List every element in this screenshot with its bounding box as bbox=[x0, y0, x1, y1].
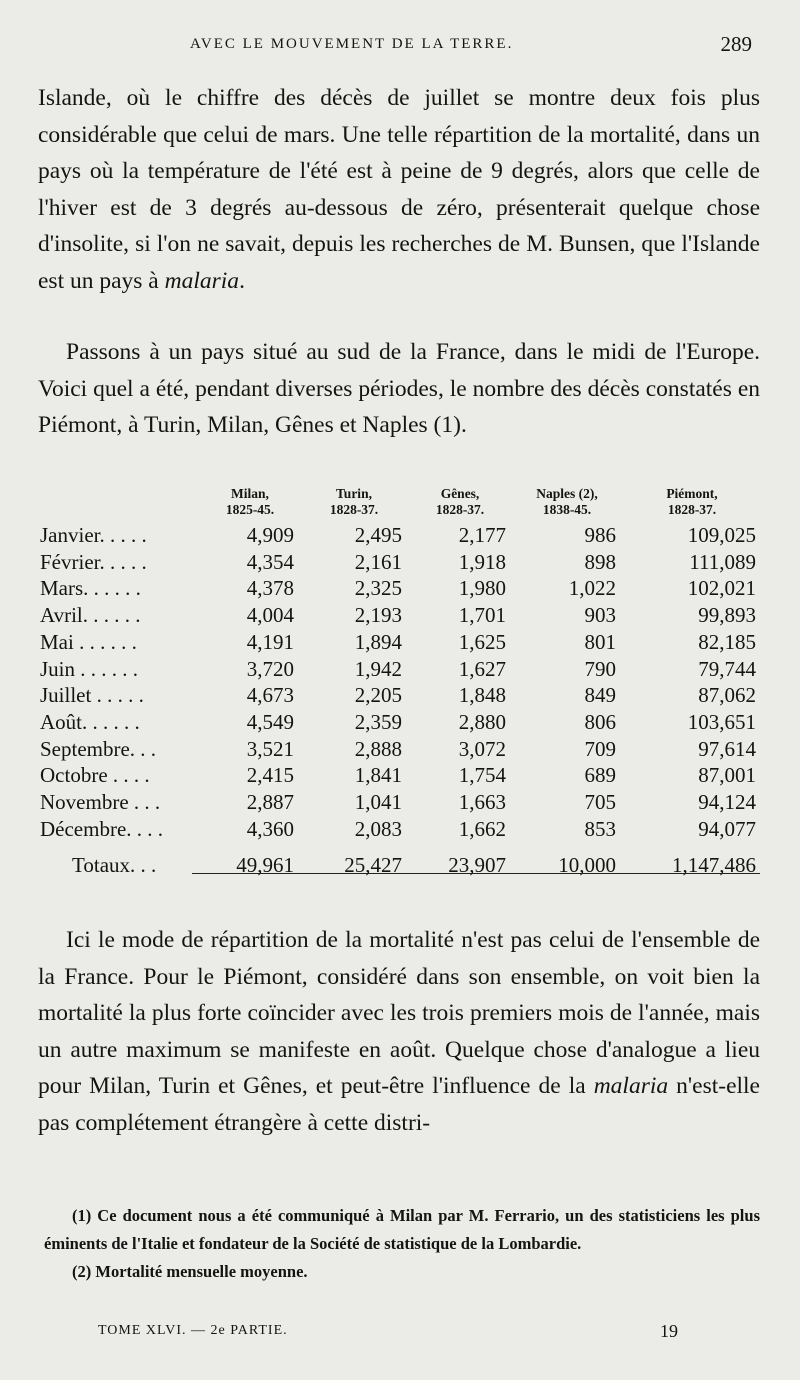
table-cell: 4,360 bbox=[246, 816, 294, 841]
table-cell: 2,880 bbox=[458, 709, 506, 734]
table-cell: 109,025 bbox=[687, 523, 756, 547]
paragraph-text: n'est-elle pas complétement étrangère à cette distri- bbox=[38, 1073, 760, 1136]
table-row bbox=[40, 736, 762, 763]
total-rule bbox=[192, 873, 760, 874]
table-cell: 97,614 bbox=[698, 736, 756, 761]
footnote-2: (2) Mortalité mensuelle moyenne. bbox=[72, 1262, 308, 1281]
paragraph-text: Islande, où le chiffre des décès de juillet se montre deux fois plus considérable que celui de mars. Une telle répartition de la mortalité, dans un pays où la température de l'été est à peine de 9 degrés, alors que celle de l'hiver est de 3 degrés au-dessous de zéro, présenterait quelque chose d'insolite, si l'on ne savait, depuis les recherches de M. Bunsen, que l'Islande est un pays à bbox=[38, 85, 760, 294]
running-head-title: AVEC LE MOUVEMENT DE LA TERRE. bbox=[190, 36, 514, 52]
table-cell: 1,848 bbox=[458, 683, 506, 708]
month-label: Mars. . . . . . bbox=[40, 576, 141, 601]
table-header-blank bbox=[40, 486, 200, 522]
table-cell: 2,177 bbox=[458, 523, 506, 547]
month-label: Septembre. . . bbox=[40, 736, 157, 761]
footnote-1: (1) Ce document nous a été communiqué à Milan par M. Ferrario, un des statisticiens les plus éminents de l'Italie et fondateur de la Société de statistique de la Lombardie. bbox=[44, 1206, 760, 1253]
table-cell: 94,077 bbox=[698, 816, 756, 841]
table-cell: 4,909 bbox=[246, 523, 294, 547]
table-cell: 2,205 bbox=[354, 683, 402, 708]
table-header-cell: Naples (2), 1838-45. bbox=[536, 486, 598, 517]
table-header-cell: Gênes, 1828-37. bbox=[435, 486, 485, 517]
table-cell: 79,744 bbox=[698, 656, 756, 681]
table-cell: 2,359 bbox=[354, 709, 402, 734]
table-cell: 689 bbox=[584, 763, 616, 788]
table-cell: 102,021 bbox=[687, 576, 756, 601]
table-row bbox=[40, 682, 762, 709]
table-total-row bbox=[40, 842, 762, 880]
month-label: Juin . . . . . . bbox=[40, 656, 139, 681]
table-cell: 4,004 bbox=[246, 603, 294, 628]
table-cell: 3,072 bbox=[458, 736, 506, 761]
table-cell: 1,627 bbox=[458, 656, 506, 681]
table-cell: 2,495 bbox=[354, 523, 402, 547]
table-cell: 1,841 bbox=[354, 763, 402, 788]
total-cell: 1,147,486 bbox=[672, 853, 756, 878]
table-cell: 986 bbox=[584, 523, 616, 547]
italic-term: malaria bbox=[593, 1073, 669, 1099]
table-cell: 2,325 bbox=[354, 576, 402, 601]
signature-number: 19 bbox=[660, 1321, 678, 1341]
table-cell: 87,062 bbox=[698, 683, 756, 708]
table-cell: 1,041 bbox=[354, 790, 402, 815]
table-cell: 801 bbox=[584, 629, 616, 654]
table-cell: 94,124 bbox=[698, 790, 756, 815]
total-cell: 25,427 bbox=[344, 853, 402, 878]
table-row bbox=[40, 629, 762, 656]
table-cell: 2,193 bbox=[354, 603, 402, 628]
table-header-cell: Milan, 1825-45. bbox=[225, 486, 275, 517]
table-cell: 4,549 bbox=[246, 709, 294, 734]
table-row bbox=[40, 575, 762, 602]
month-label: Août. . . . . . bbox=[40, 709, 140, 734]
table-row bbox=[40, 656, 762, 683]
running-head bbox=[0, 32, 800, 66]
table-cell: 1,980 bbox=[458, 576, 506, 601]
table-cell: 99,893 bbox=[698, 603, 756, 628]
paragraph-text: . bbox=[239, 267, 245, 294]
table-cell: 806 bbox=[584, 709, 616, 734]
table-cell: 853 bbox=[584, 816, 616, 841]
table-cell: 709 bbox=[584, 736, 616, 761]
total-cell: 23,907 bbox=[448, 853, 506, 878]
month-label: Novembre . . . bbox=[40, 790, 161, 815]
table-cell: 790 bbox=[584, 656, 616, 681]
table-cell: 2,887 bbox=[246, 790, 294, 815]
table-row bbox=[40, 816, 762, 843]
table-row bbox=[40, 762, 762, 789]
signature-volume: TOME XLVI. — 2e PARTIE. bbox=[98, 1323, 288, 1338]
table-cell: 1,625 bbox=[458, 629, 506, 654]
table-cell: 2,888 bbox=[354, 736, 402, 761]
month-label: Octobre . . . . bbox=[40, 763, 150, 788]
table-cell: 82,185 bbox=[698, 629, 756, 654]
table-header-cell: Turin, 1828-37. bbox=[329, 486, 379, 517]
table-cell: 103,651 bbox=[687, 709, 756, 734]
table-cell: 111,089 bbox=[689, 549, 756, 574]
month-label: Décembre. . . . bbox=[40, 816, 164, 841]
table-cell: 4,673 bbox=[246, 683, 294, 708]
paragraph-islande bbox=[38, 80, 760, 299]
table-cell: 1,918 bbox=[458, 549, 506, 574]
table-cell: 1,663 bbox=[458, 790, 506, 815]
table-cell: 1,022 bbox=[568, 576, 616, 601]
month-label: Juillet . . . . . bbox=[40, 683, 144, 708]
table-cell: 1,894 bbox=[354, 629, 402, 654]
month-label: Janvier. . . . . bbox=[40, 523, 147, 547]
table-cell: 2,083 bbox=[354, 816, 402, 841]
month-label: Avril. . . . . . bbox=[40, 603, 141, 628]
table-cell: 903 bbox=[584, 603, 616, 628]
paragraph-text: Passons à un pays situé au sud de la France, dans le midi de l'Europe. Voici quel a été, pendant diverses périodes, le nombre des décès constatés en Piémont, à Turin, Milan, Gênes et Naples (1). bbox=[38, 339, 760, 438]
table-row bbox=[40, 549, 762, 576]
total-cell: 10,000 bbox=[558, 853, 616, 878]
total-label: Totaux. . . bbox=[72, 853, 157, 878]
table-cell: 2,415 bbox=[246, 763, 294, 788]
month-label: Mai . . . . . . bbox=[40, 629, 137, 654]
table-row bbox=[40, 602, 762, 629]
paragraph-intro-table bbox=[38, 334, 760, 444]
paragraph-text: Ici le mode de répartition de la mortalité n'est pas celui de l'ensemble de la France. Pour le Piémont, considéré dans son ensemble, on voit bien la mortalité la plus forte coïncider avec les trois premiers mois de l'année, mais un autre maximum se manifeste en août. Quelque chose d'analogue a lieu pour Milan, Turin et Gênes, et peut-être l'influence de la bbox=[38, 927, 760, 1099]
table-row bbox=[40, 709, 762, 736]
table-cell: 3,720 bbox=[246, 656, 294, 681]
footnotes bbox=[44, 1202, 760, 1286]
printer-signature bbox=[0, 1323, 800, 1347]
table-cell: 2,161 bbox=[354, 549, 402, 574]
total-cell: 49,961 bbox=[236, 853, 294, 878]
table-header-cell: Piémont, 1828-37. bbox=[666, 486, 718, 517]
table-cell: 4,191 bbox=[246, 629, 294, 654]
italic-term: malaria bbox=[164, 267, 240, 294]
mortality-table bbox=[40, 486, 762, 880]
table-cell: 849 bbox=[584, 683, 616, 708]
table-cell: 4,354 bbox=[246, 549, 294, 574]
table-cell: 1,942 bbox=[354, 656, 402, 681]
table-row bbox=[40, 522, 762, 549]
table-cell: 3,521 bbox=[246, 736, 294, 761]
table-cell: 898 bbox=[584, 549, 616, 574]
table-cell: 87,001 bbox=[698, 763, 756, 788]
table-cell: 705 bbox=[584, 790, 616, 815]
table-header-row bbox=[40, 486, 762, 522]
page-number: 289 bbox=[720, 32, 752, 56]
month-label: Février. . . . . bbox=[40, 549, 147, 574]
table-cell: 4,378 bbox=[246, 576, 294, 601]
table-row bbox=[40, 789, 762, 816]
paragraph-analysis bbox=[38, 922, 760, 1141]
table-cell: 1,701 bbox=[458, 603, 506, 628]
table-cell: 1,754 bbox=[458, 763, 506, 788]
table-cell: 1,662 bbox=[458, 816, 506, 841]
